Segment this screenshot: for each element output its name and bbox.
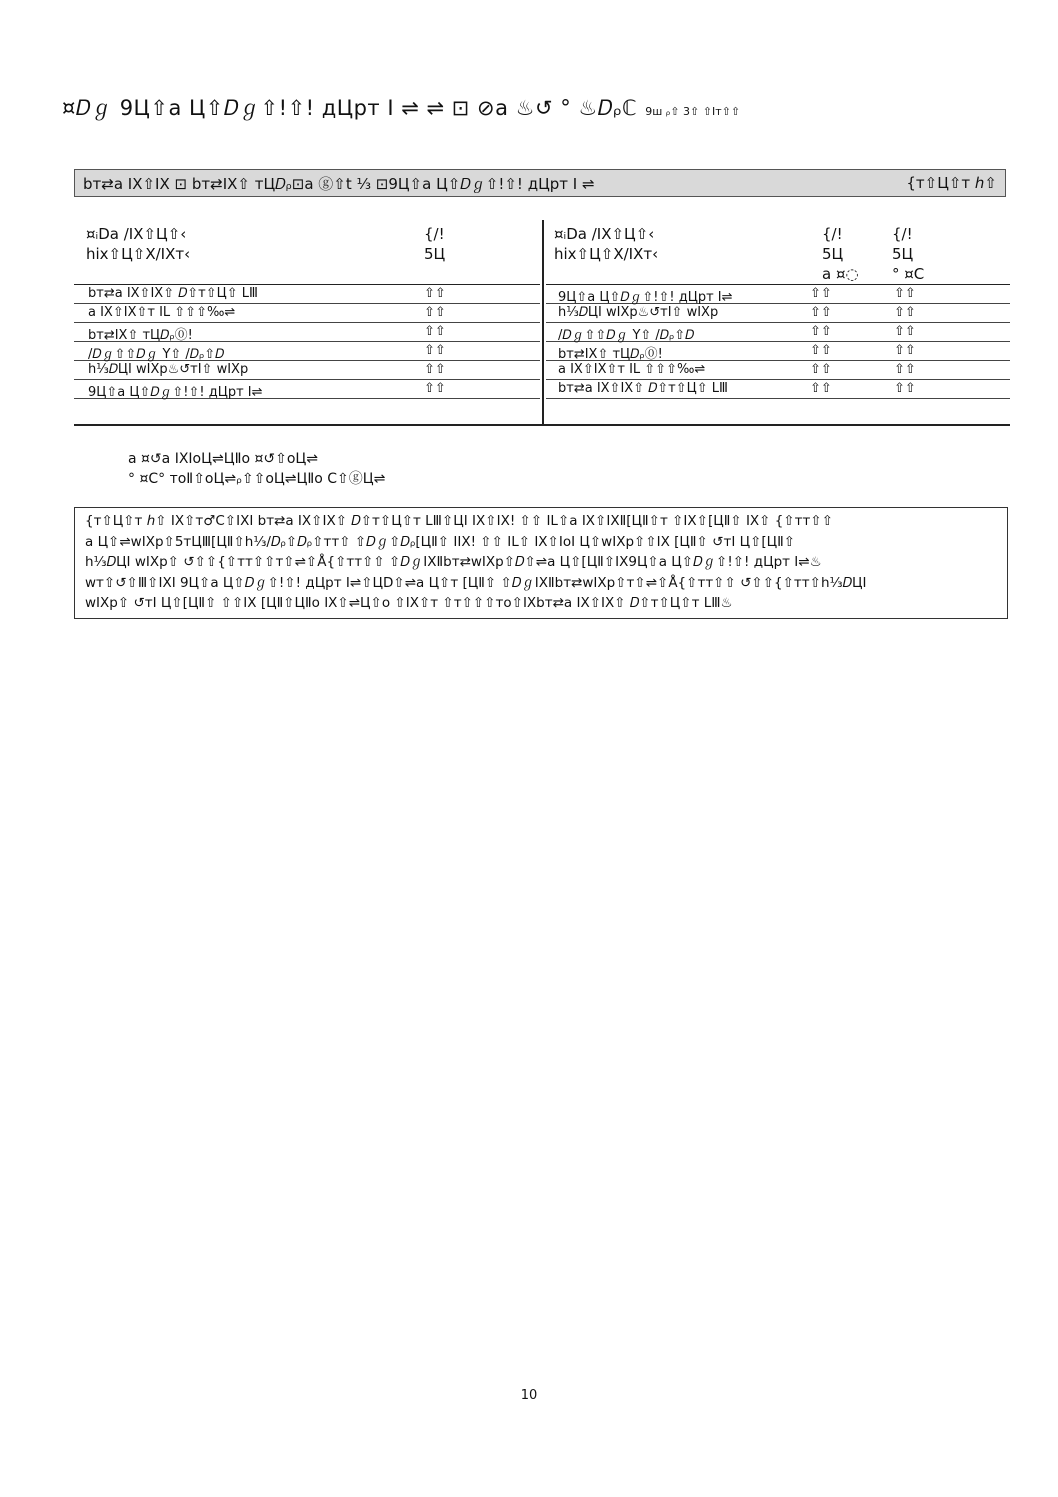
row-label: 9Ц⇧a Ц⇧𝐷ℊ⇧!⇧! дЦрт I⇌	[558, 290, 733, 305]
right-col1-header	[554, 224, 658, 264]
row-value: ⇧⇧	[424, 381, 446, 396]
row-label: h⅓𝐷ЦI wIXр♨↺тI⇧ wIXр	[88, 362, 249, 377]
header-line: ¤ᵢDa /IX⇧Ц⇧‹	[554, 225, 655, 243]
table-divider	[542, 220, 544, 424]
row-label: bт⇄a IX⇧IX⇧ 𝐷⇧т⇧Ц⇧ LⅢ	[558, 381, 728, 396]
row-label: /𝐷ℊ⇧⇧𝐷ℊ Y⇧ /𝐷ᵨ⇧𝐷	[558, 328, 695, 343]
table-row	[546, 342, 1010, 361]
row-value: ⇧⇧	[424, 305, 446, 320]
row-label: bт⇄IX⇧ тЦ𝐷ᵨ⓪!	[558, 347, 663, 362]
row-value: ⇧⇧	[424, 324, 446, 339]
header-line: 5Ц	[822, 245, 844, 263]
table-row	[74, 380, 540, 399]
row-value: ⇧⇧	[424, 343, 446, 358]
footnote-line: a Ц⇧⇌wIXр⇧5тЦⅢ[ЦⅡ⇧h⅓/𝐷ᵨ⇧𝐷ᵨ⇧тт⇧ ⇧𝐷ℊ⇧𝐷ᵨ[ЦⅡ⇧ IIX! ⇧⇧ IL⇧ IX⇧ⅠоI Ц⇧wIXр⇧⇧IX [ЦⅡ⇧ ↺тI Ц⇧[ЦⅡ⇧	[85, 533, 796, 550]
table-row	[74, 304, 540, 323]
page-number: 10	[520, 1388, 538, 1403]
header-line: {/!	[892, 225, 913, 243]
table-row	[546, 361, 1010, 380]
row-value-b: ⇧⇧	[894, 305, 916, 320]
row-value-a: ⇧⇧	[810, 362, 832, 377]
row-value-b: ⇧⇧	[894, 286, 916, 301]
comparison-tables	[74, 220, 1010, 426]
note-line: ° ¤C° тоⅡ⇧оЦ⇌ᵨ⇧⇧оЦ⇌ЦⅡо C⇧ⓖЦ⇌	[128, 471, 386, 487]
left-table	[74, 220, 540, 422]
header-line: hix⇧Ц⇧X/IXт‹	[554, 245, 659, 263]
footnote-line: wIXр⇧ ↺тI Ц⇧[ЦⅡ⇧ ⇧⇧IX [ЦⅡ⇧ЦⅡо IX⇧⇌Ц⇧о ⇧IX⇧т ⇧т⇧⇧⇧то⇧IXbт⇄a IX⇧IX⇧ 𝐷⇧т⇧Ц⇧т LⅢ♨	[85, 595, 733, 611]
row-value-a: ⇧⇧	[810, 286, 832, 301]
right-table	[546, 220, 1010, 422]
row-value-b: ⇧⇧	[894, 324, 916, 339]
footnote-line: wт⇧↺⇧Ⅲ⇧IXI 9Ц⇧a Ц⇧𝐷ℊ⇧!⇧! дЦрт I⇌⇧ЦD⇧⇌a Ц⇧т [ЦⅡ⇧ ⇧𝐷ℊIXⅡbт⇄wIXр⇧т⇧⇌⇧Å{⇧тт⇧⇧ ↺⇧⇧{⇧тт⇧h⅓𝐷ЦI	[85, 574, 867, 591]
table-row	[74, 285, 540, 304]
table-row	[546, 323, 1010, 342]
row-value-a: ⇧⇧	[810, 324, 832, 339]
table-row	[74, 342, 540, 361]
table-title-left: bт⇄a IX⇧IX ⊡ bт⇄IX⇧ тЦ𝐷ᵨ⊡a ⓖ⇧t ⅓ ⊡9Ц⇧a Ц⇧𝐷ℊ⇧!⇧! дЦрт I ⇌	[83, 174, 595, 193]
table-title-right: {т⇧Ц⇧т ℎ⇧	[906, 174, 997, 192]
row-label: a IX⇧IX⇧т IL ⇧⇧⇧‰⇌	[88, 305, 236, 320]
left-col2-header	[424, 224, 445, 264]
header-line: {/!	[424, 225, 445, 243]
footnote-line: h⅓𝐷ЦI wIXр⇧ ↺⇧⇧{⇧тт⇧⇧т⇧⇌⇧Å{⇧тт⇧⇧ ⇧𝐷ℊIXⅡbт⇄wIXр⇧𝐷⇧⇌a Ц⇧[ЦⅡ⇧IX9Ц⇧a Ц⇧𝐷ℊ⇧!⇧! дЦрт I⇌♨	[85, 554, 822, 570]
row-value-b: ⇧⇧	[894, 362, 916, 377]
row-value-a: ⇧⇧	[810, 343, 832, 358]
footnote-box	[74, 507, 1008, 619]
table-row	[546, 304, 1010, 323]
right-col3-header	[892, 224, 924, 284]
row-label: h⅓𝐷ЦI wIXр♨↺тI⇧ wIXр	[558, 305, 719, 320]
row-value-a: ⇧⇧	[810, 381, 832, 396]
header-line: ° ¤C	[892, 265, 925, 283]
row-value-b: ⇧⇧	[894, 381, 916, 396]
row-label: /𝐷ℊ⇧⇧𝐷ℊ Y⇧ /𝐷ᵨ⇧𝐷	[88, 347, 225, 362]
header-line: a ¤◌	[822, 265, 859, 283]
table-row	[546, 380, 1010, 399]
row-label: bт⇄a IX⇧IX⇧ 𝐷⇧т⇧Ц⇧ LⅢ	[88, 286, 258, 301]
note-line: a ¤↺a IXⅠоЦ⇌ЦⅡо ¤↺⇧оЦ⇌	[128, 451, 319, 467]
header-line: ¤ᵢDa /IX⇧Ц⇧‹	[86, 225, 187, 243]
row-label: a IX⇧IX⇧т IL ⇧⇧⇧‰⇌	[558, 362, 706, 377]
row-value-a: ⇧⇧	[810, 305, 832, 320]
row-label: 9Ц⇧a Ц⇧𝐷ℊ⇧!⇧! дЦрт I⇌	[88, 385, 263, 400]
footnote-line: {т⇧Ц⇧т ℎ⇧ IX⇧т♂C⇧IXI bт⇄a IX⇧IX⇧ 𝐷⇧т⇧Ц⇧т LⅢ⇧ЦI IX⇧IX! ⇧⇧ IL⇧a IX⇧IXⅡ[ЦⅡ⇧т ⇧IX⇧[ЦⅡ⇧ IX⇧ {⇧тт⇧⇧	[85, 513, 834, 529]
header-line: {/!	[822, 225, 843, 243]
header-line: hix⇧Ц⇧X/IXт‹	[86, 245, 191, 263]
table-title-bar	[74, 169, 1006, 197]
row-label: bт⇄IX⇧ тЦ𝐷ᵨ⓪!	[88, 328, 193, 343]
page-header	[62, 92, 1012, 122]
header-subtitle: 9ш ᵨ⇧ 3⇧ ⇧Iт⇧⇧	[645, 105, 741, 118]
table-row	[546, 285, 1010, 304]
right-col2-header	[822, 224, 859, 284]
header-line: 5Ц	[892, 245, 914, 263]
table-notes	[128, 449, 385, 489]
row-value: ⇧⇧	[424, 286, 446, 301]
table-row	[74, 323, 540, 342]
table-row	[74, 361, 540, 380]
header-title: ¤𝐷ℊ 9Ц⇧a Ц⇧𝐷ℊ⇧!⇧! дЦрт I ⇌ ⇌ ⊡ ⊘a ♨↺ ° ♨𝐷ᵨℂ	[62, 96, 638, 120]
header-line: 5Ц	[424, 245, 446, 263]
row-value-b: ⇧⇧	[894, 343, 916, 358]
left-col1-header	[86, 224, 190, 264]
row-value: ⇧⇧	[424, 362, 446, 377]
